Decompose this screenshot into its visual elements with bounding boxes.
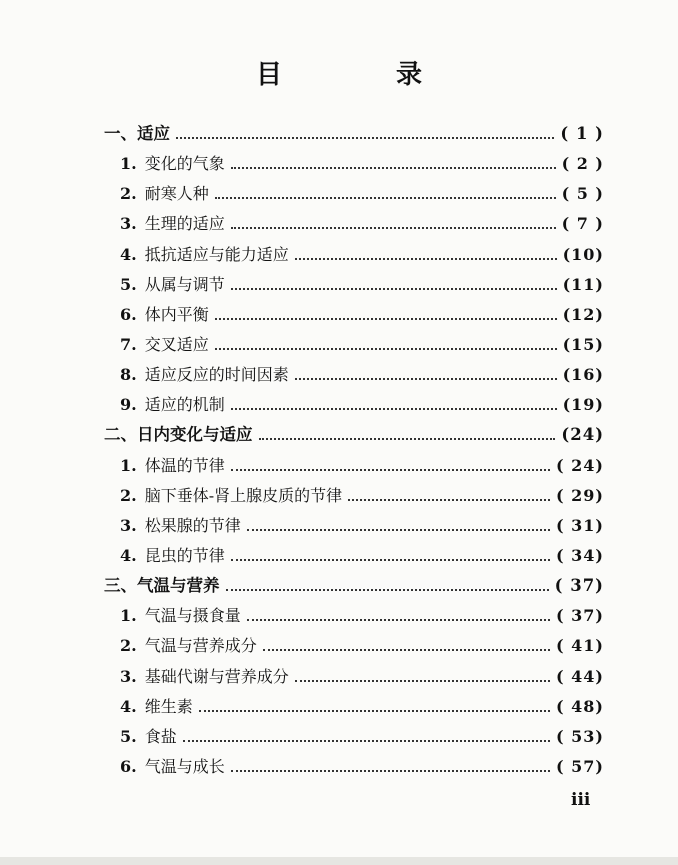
toc-entry-title: 日内变化与适应: [137, 425, 253, 445]
toc-entry-title: 维生素: [144, 696, 193, 716]
toc-entry-title: 脑下垂体-肾上腺皮质的节律: [144, 485, 343, 505]
toc-section-row: [104, 330, 604, 360]
leader-dots: [263, 649, 550, 651]
toc-entry-number: 7.: [120, 334, 137, 354]
toc-page-reference: ( 48): [556, 696, 604, 716]
leader-dots: [348, 499, 550, 501]
toc-entry-number: 二、: [104, 425, 137, 445]
leader-dots: [231, 227, 556, 229]
toc-entry-number: 4.: [120, 696, 137, 716]
leader-dots: [183, 740, 550, 742]
toc-page-reference: ( 31): [556, 515, 604, 535]
leader-dots: [215, 318, 557, 320]
toc-chapter-row: [104, 420, 604, 450]
toc-entry-number: 4.: [120, 244, 137, 264]
toc-entry-number: 1.: [120, 606, 137, 626]
leader-dots: [231, 288, 557, 290]
toc-page-reference: ( 1 ): [560, 124, 604, 143]
toc-entry-title: 气温与摄食量: [144, 606, 241, 626]
toc-entry-title: 食盐: [144, 726, 177, 746]
toc-entry-title: 适应的机制: [144, 395, 225, 415]
page-number: iii: [571, 790, 591, 810]
page-title: 目 录: [255, 60, 466, 90]
toc-entry-title: 昆虫的节律: [144, 545, 225, 565]
toc-section-row: [104, 662, 604, 692]
leader-dots: [215, 197, 556, 199]
leader-dots: [295, 680, 550, 682]
toc-entry-number: 1.: [120, 154, 137, 174]
toc-entry-title: 耐寒人种: [144, 184, 209, 204]
toc-page-reference: ( 5 ): [561, 184, 604, 204]
leader-dots: [231, 770, 550, 772]
toc-entry-number: 3.: [120, 214, 137, 234]
toc-entry-title: 交叉适应: [144, 334, 209, 354]
toc-section-row: [104, 481, 604, 511]
toc-section-row: [104, 692, 604, 722]
toc-page-reference: ( 44): [556, 666, 604, 686]
toc-page-reference: ( 57): [556, 756, 604, 776]
toc-page-reference: ( 2 ): [561, 154, 604, 174]
toc-chapter-row: [104, 571, 604, 601]
toc-entry-title: 基础代谢与营养成分: [144, 666, 289, 686]
toc-page-reference: (24): [561, 425, 604, 445]
toc-entry-title: 松果腺的节律: [144, 515, 241, 535]
leader-dots: [295, 378, 557, 380]
toc-entry-title: 气温与营养: [137, 576, 220, 596]
leader-dots: [231, 408, 557, 410]
leader-dots: [231, 469, 550, 471]
toc-section-row: [104, 390, 604, 420]
toc-page-reference: ( 29): [556, 485, 604, 505]
toc-page-reference: (12): [562, 304, 604, 324]
toc-section-row: [104, 722, 604, 752]
toc-entry-number: 8.: [120, 365, 137, 385]
toc-section-row: [104, 209, 604, 239]
toc-entry-number: 三、: [104, 576, 137, 596]
toc-entry-title: 变化的气象: [144, 154, 225, 174]
toc-entry-number: 6.: [120, 756, 137, 776]
toc-entry-title: 适应: [137, 124, 170, 143]
toc-page-reference: ( 37): [554, 576, 604, 596]
toc-page-reference: (19): [562, 395, 604, 415]
toc-section-row: [104, 179, 604, 209]
toc-section-row: [104, 752, 604, 782]
toc-page-reference: ( 53): [556, 726, 604, 746]
toc-page-reference: (11): [562, 274, 604, 294]
toc-page-reference: ( 7 ): [561, 214, 604, 234]
toc-entry-number: 2.: [120, 184, 137, 204]
toc-entry-title: 体内平衡: [144, 304, 209, 324]
leader-dots: [259, 438, 556, 440]
toc-entry-number: 9.: [120, 395, 137, 415]
toc-section-row: [104, 631, 604, 661]
leader-dots: [199, 710, 550, 712]
toc-entry-number: 5.: [120, 274, 137, 294]
toc-page-reference: (10): [562, 244, 604, 264]
leader-dots: [176, 137, 554, 139]
toc-section-row: [104, 360, 604, 390]
toc-entry-number: 4.: [120, 545, 137, 565]
toc-entry-number: 一、: [104, 124, 137, 143]
toc-section-row: [104, 601, 604, 631]
toc-entry-number: 2.: [120, 485, 137, 505]
toc-chapter-row: [104, 119, 604, 149]
page-edge: [0, 857, 678, 865]
leader-dots: [231, 559, 550, 561]
toc-entry-title: 从属与调节: [144, 274, 225, 294]
toc-entry-number: 3.: [120, 666, 137, 686]
toc-section-row: [104, 451, 604, 481]
leader-dots: [247, 529, 550, 531]
toc-page-reference: ( 37): [556, 606, 604, 626]
leader-dots: [247, 619, 550, 621]
toc-page-reference: ( 41): [556, 636, 604, 656]
toc-entry-number: 1.: [120, 455, 137, 475]
leader-dots: [295, 258, 557, 260]
toc-page-reference: ( 34): [556, 545, 604, 565]
toc-entry-number: 3.: [120, 515, 137, 535]
leader-dots: [231, 167, 556, 169]
toc-page-reference: (16): [562, 365, 604, 385]
toc-entry-title: 适应反应的时间因素: [144, 365, 289, 385]
toc-entry-title: 生理的适应: [144, 214, 225, 234]
toc-entry-number: 2.: [120, 636, 137, 656]
toc-entry-number: 5.: [120, 726, 137, 746]
toc-page-reference: ( 24): [556, 455, 604, 475]
toc-page-reference: (15): [562, 334, 604, 354]
leader-dots: [215, 348, 557, 350]
leader-dots: [226, 589, 549, 591]
toc-section-row: [104, 270, 604, 300]
toc-entry-number: 6.: [120, 304, 137, 324]
toc-entry-title: 抵抗适应与能力适应: [144, 244, 289, 264]
toc-section-row: [104, 149, 604, 179]
toc-section-row: [104, 240, 604, 270]
toc-entry-title: 气温与营养成分: [144, 636, 257, 656]
toc-entry-title: 气温与成长: [144, 756, 225, 776]
toc-entry-title: 体温的节律: [144, 455, 225, 475]
toc-section-row: [104, 300, 604, 330]
table-of-contents: [104, 119, 604, 782]
toc-section-row: [104, 511, 604, 541]
toc-section-row: [104, 541, 604, 571]
